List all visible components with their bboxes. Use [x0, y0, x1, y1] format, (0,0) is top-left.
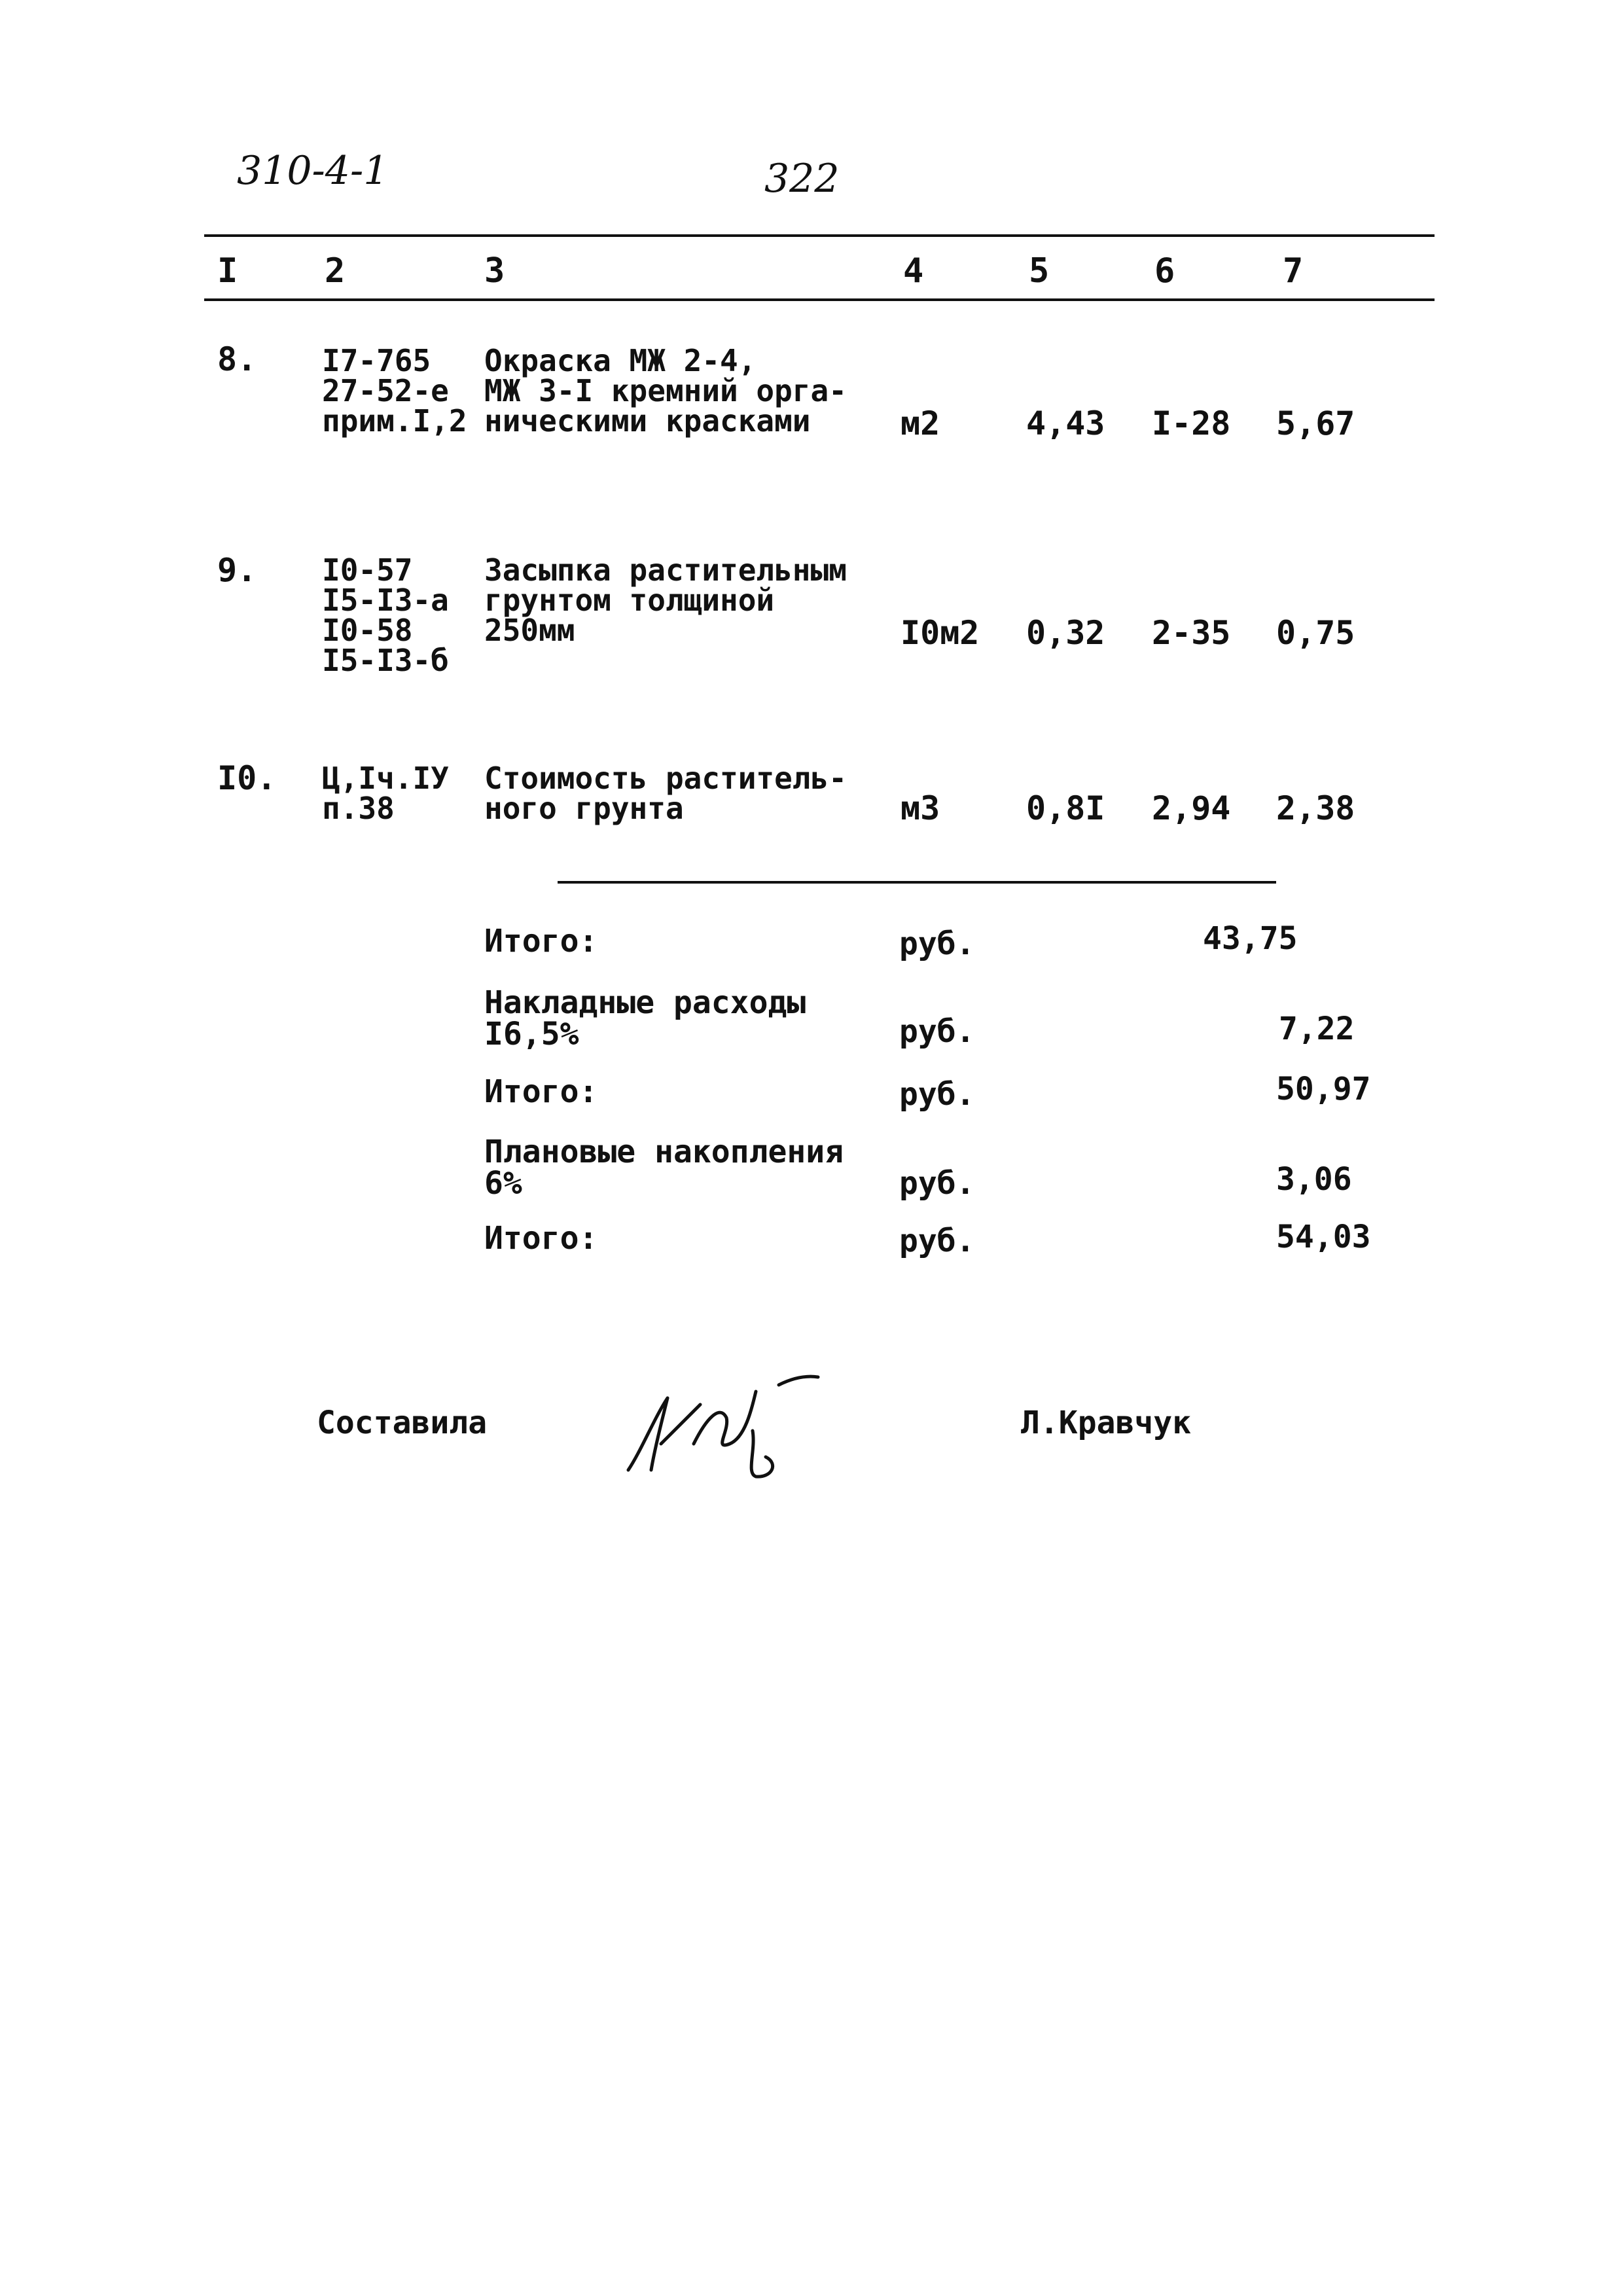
summary-value: 3,06: [1276, 1161, 1352, 1198]
row-description: Окраска МЖ 2-4, МЖ 3-I кремний орга- ническими красками: [484, 343, 847, 439]
column-header: 6: [1154, 251, 1175, 291]
row-description: Засыпка растительным грунтом толщиной 250мм: [484, 552, 847, 648]
row-code: I7-765 27-52-е прим.I,2: [322, 343, 467, 439]
row-unit: м2: [901, 404, 940, 442]
summary-separator: [558, 881, 1276, 884]
signature-scribble: [615, 1365, 831, 1483]
summary-label: Накладные расходы I6,5%: [484, 984, 806, 1052]
row-unit: I0м2: [901, 614, 980, 652]
summary-label: Итого:: [484, 923, 598, 960]
summary-value: 54,03: [1276, 1219, 1371, 1255]
row-number: I0.: [217, 759, 277, 797]
summary-value: 50,97: [1276, 1071, 1371, 1107]
row-quantity: 0,8I: [1026, 789, 1105, 827]
signature-label: Составила: [317, 1405, 488, 1441]
summary-label: Плановые накопления 6%: [484, 1134, 844, 1202]
table-top-rule: [204, 234, 1435, 237]
row-unit-price: 2,94: [1152, 789, 1231, 827]
row-number: 8.: [217, 340, 257, 378]
summary-unit: руб.: [899, 1223, 975, 1259]
summary-unit: руб.: [899, 1165, 975, 1202]
signatory-name: Л.Кравчук: [1021, 1405, 1192, 1441]
summary-unit: руб.: [899, 925, 975, 962]
handwritten-signature: [615, 1365, 831, 1483]
table-header-rule: [204, 298, 1435, 301]
summary-unit: руб.: [899, 1076, 975, 1113]
row-number: 9.: [217, 551, 257, 589]
summary-label: Итого:: [484, 1220, 598, 1257]
row-unit-price: 2-35: [1152, 614, 1231, 652]
row-unit-price: I-28: [1152, 404, 1231, 442]
column-header: 2: [325, 251, 346, 291]
row-quantity: 4,43: [1026, 404, 1105, 442]
row-total: 2,38: [1276, 789, 1355, 827]
column-header: 7: [1283, 251, 1304, 291]
row-description: Стоимость раститель- ного грунта: [484, 761, 847, 826]
row-quantity: 0,32: [1026, 614, 1105, 652]
row-code: Ц,Iч.IУ п.38: [322, 761, 449, 826]
column-header: I: [217, 251, 238, 291]
summary-value: 43,75: [1203, 920, 1298, 957]
row-total: 0,75: [1276, 614, 1355, 652]
summary-value: 7,22: [1279, 1011, 1355, 1047]
column-header: 3: [484, 251, 505, 291]
row-total: 5,67: [1276, 404, 1355, 442]
column-header: 5: [1029, 251, 1050, 291]
row-code: I0-57 I5-I3-а I0-58 I5-I3-б: [322, 552, 449, 678]
summary-label: Итого:: [484, 1073, 598, 1110]
row-unit: м3: [901, 789, 940, 827]
summary-unit: руб.: [899, 1013, 975, 1050]
document-code: 310-4-1: [237, 148, 389, 194]
column-header: 4: [903, 251, 924, 291]
page-number: 322: [764, 156, 840, 202]
